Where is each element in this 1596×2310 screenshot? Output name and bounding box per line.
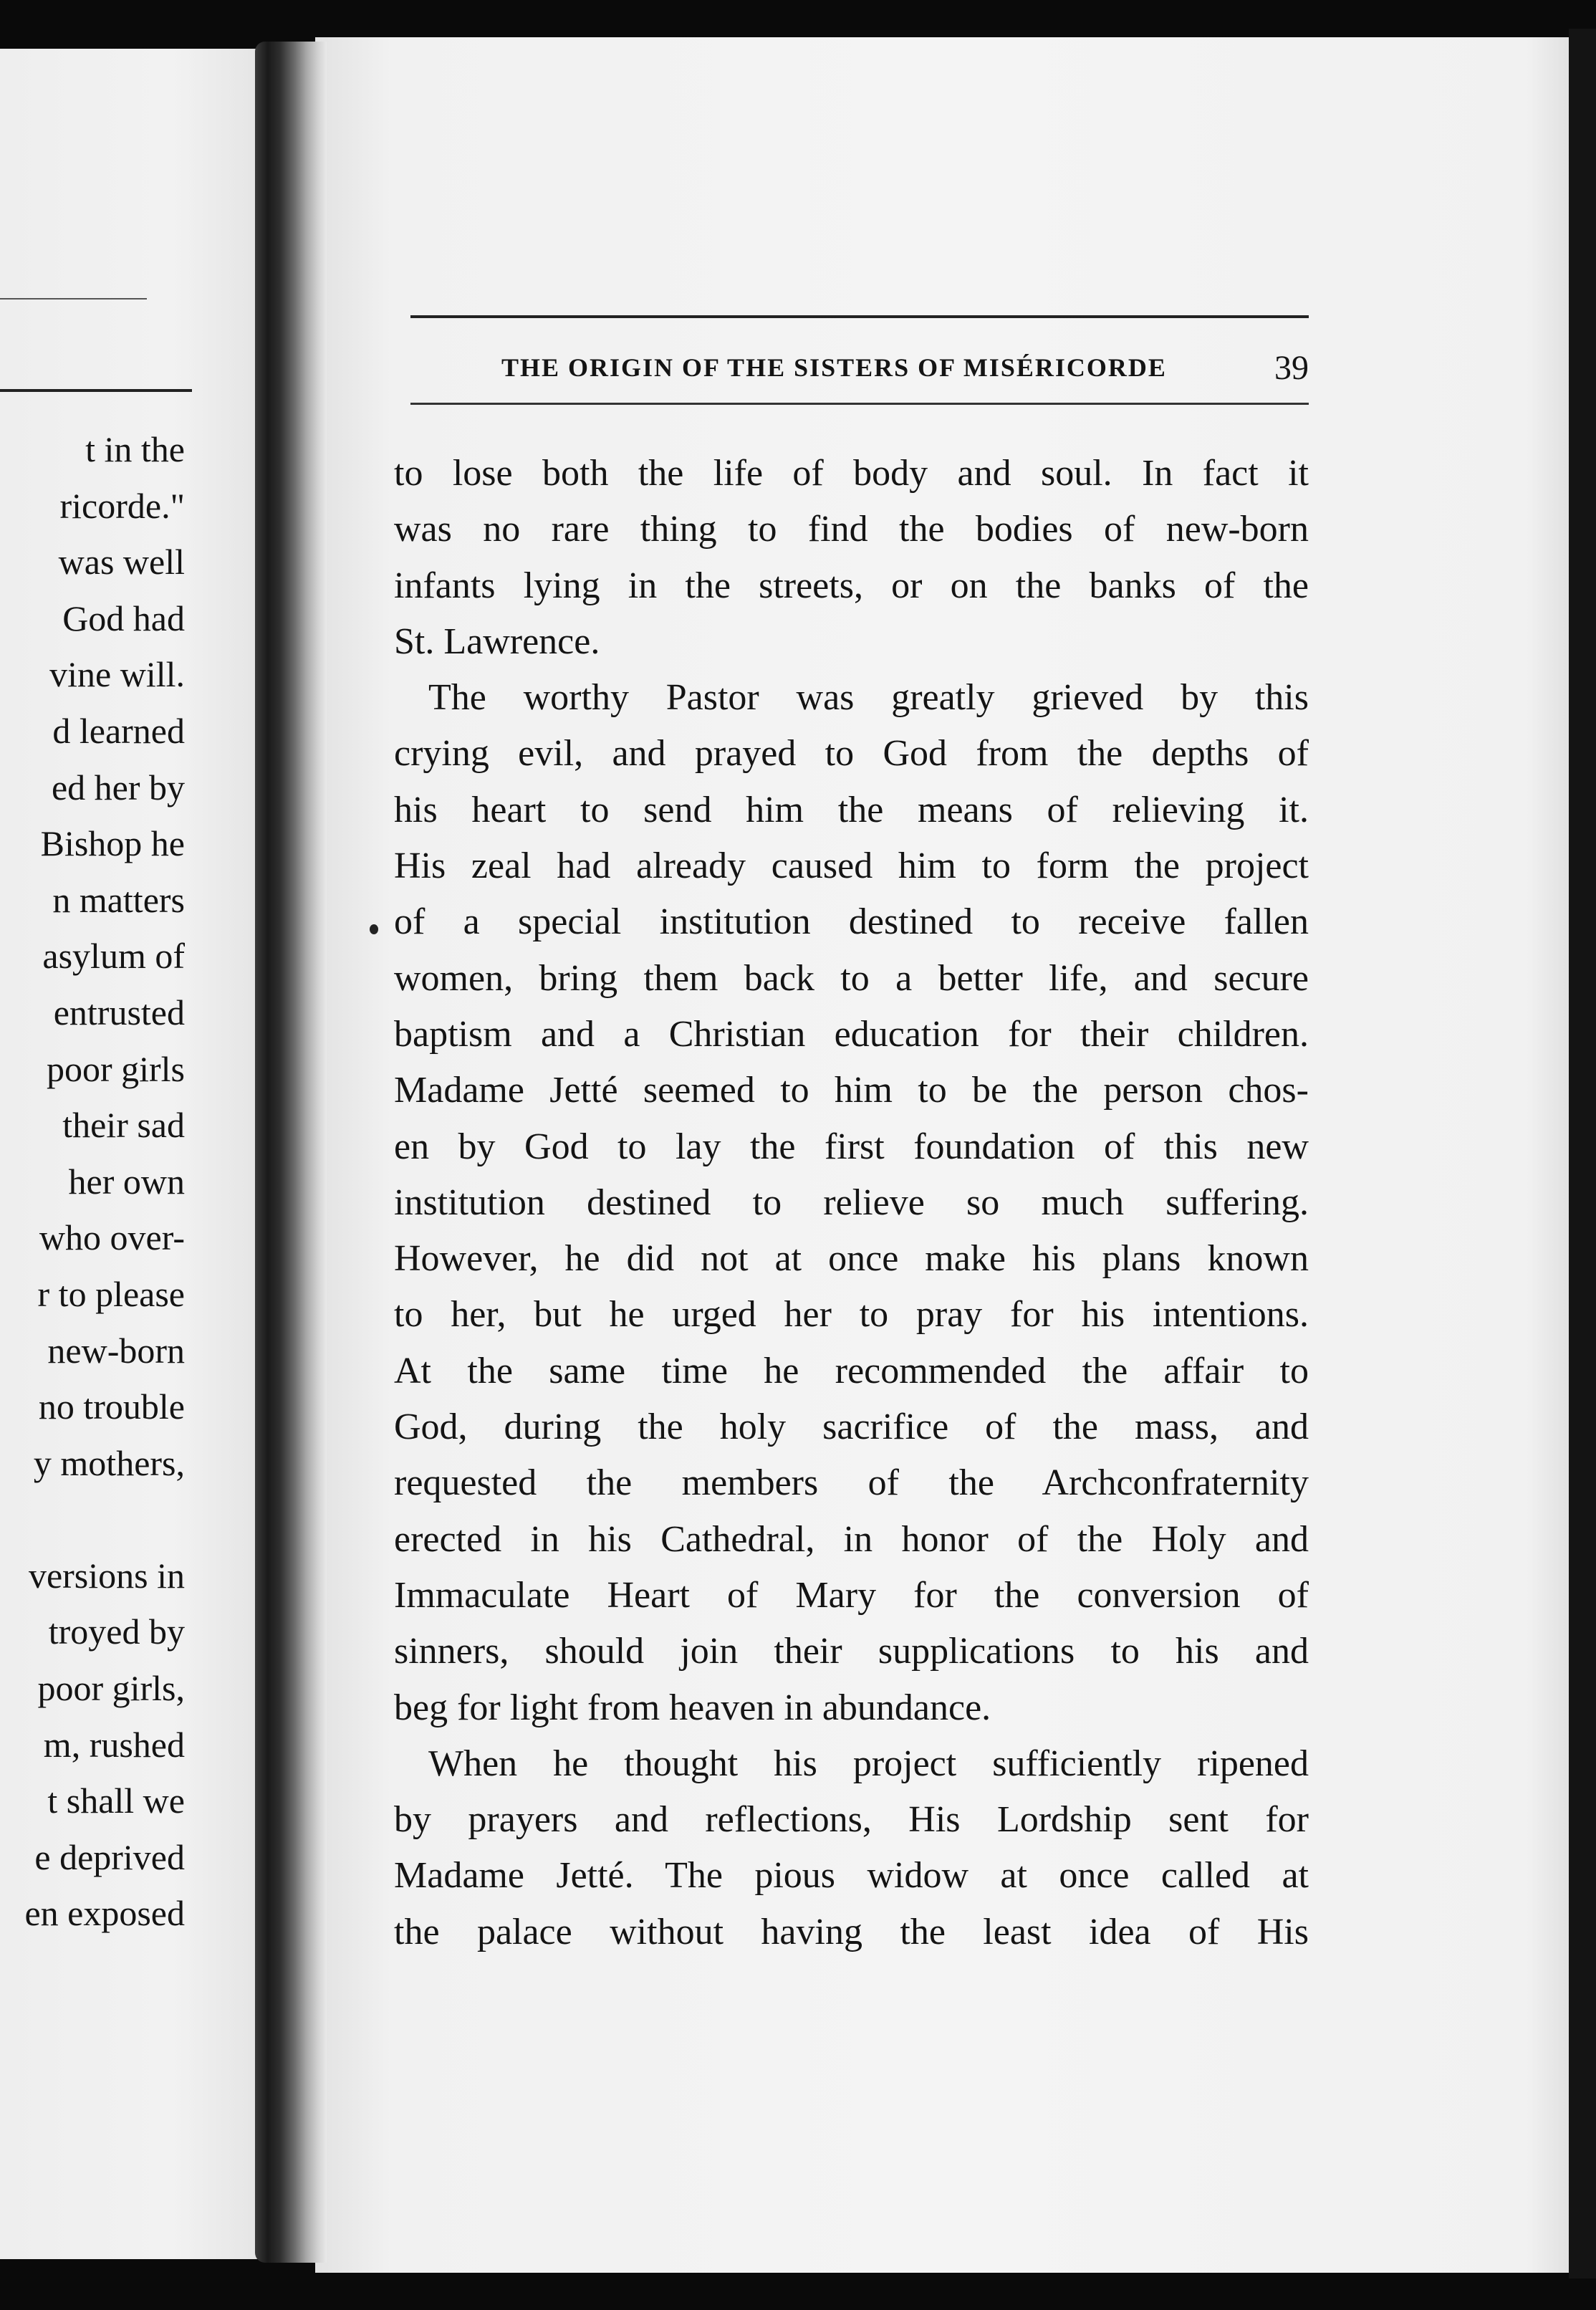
left-page-line: ed her by — [51, 767, 185, 807]
left-page-line: en exposed — [24, 1893, 185, 1934]
left-page-line: y mothers, — [33, 1442, 185, 1483]
left-page-line: who over- — [39, 1217, 185, 1258]
text-line: his heart to send him the means of relieving it. — [394, 789, 1309, 830]
text-line: to lose both the life of body and soul. In fact it — [394, 453, 1309, 494]
left-page-line: t in the — [85, 429, 185, 469]
book-gutter-binding — [255, 42, 327, 2263]
page-body-text — [394, 446, 1309, 1960]
text-line: women, bring them back to a better life, and secure — [394, 957, 1309, 999]
left-page-line: n matters — [52, 879, 185, 920]
scan-border-right — [1569, 29, 1596, 2278]
left-page-line: r to please — [37, 1273, 185, 1314]
text-line: His zeal had already caused him to form the project — [394, 845, 1309, 887]
text-line: Madame Jetté. The pious widow at once called at — [394, 1855, 1309, 1897]
text-line: Immaculate Heart of Mary for the conversion of — [394, 1574, 1309, 1616]
text-line: St. Lawrence. — [394, 620, 600, 662]
left-page-text — [0, 421, 185, 1942]
left-page-line: troyed by — [48, 1611, 185, 1652]
left-page-line: entrusted — [53, 992, 185, 1032]
left-page-line: t shall we — [47, 1781, 185, 1821]
left-page-line: new-born — [47, 1330, 185, 1371]
left-page-line: vine will. — [49, 654, 185, 695]
ink-speck — [370, 924, 378, 934]
text-line: of a special institution destined to receive fallen — [394, 901, 1309, 943]
text-line: requested the members of the Archconfraternity — [394, 1462, 1309, 1504]
text-line: However, he did not at once make his plans known — [394, 1238, 1309, 1280]
running-head-rule-top — [410, 315, 1309, 318]
page-number: 39 — [1274, 348, 1309, 387]
left-page-line — [0, 1491, 185, 1548]
left-page-line: her own — [68, 1161, 185, 1202]
text-line: was no rare thing to find the bodies of new-born — [394, 509, 1309, 550]
left-page-rule-thick — [0, 389, 192, 392]
text-line: erected in his Cathedral, in honor of the Holy and — [394, 1518, 1309, 1560]
text-line: sinners, should join their supplications to his and — [394, 1631, 1309, 1672]
text-line: crying evil, and prayed to God from the depths of — [394, 733, 1309, 775]
running-head-rule-bottom — [410, 403, 1309, 405]
left-page-line: Bishop he — [40, 823, 185, 864]
left-page-line: asylum of — [42, 936, 185, 977]
left-page-line: d learned — [52, 710, 185, 751]
text-line: infants lying in the streets, or on the banks of the — [394, 565, 1309, 606]
left-facing-page — [0, 49, 287, 2259]
text-line: institution destined to relieve so much suffering. — [394, 1182, 1309, 1223]
left-page-line: ricorde." — [59, 485, 185, 526]
text-line: The worthy Pastor was greatly grieved by this — [428, 677, 1309, 719]
left-page-line: e deprived — [34, 1836, 185, 1877]
text-line: At the same time he recommended the affair to — [394, 1350, 1309, 1391]
text-line: baptism and a Christian education for their children. — [394, 1013, 1309, 1055]
text-line: en by God to lay the first foundation of this new — [394, 1126, 1309, 1167]
left-page-line: their sad — [62, 1105, 185, 1146]
text-line: Madame Jetté seemed to him to be the person chos- — [394, 1070, 1309, 1111]
left-page-line: poor girls — [46, 1048, 185, 1089]
text-line: the palace without having the least idea of His — [394, 1911, 1309, 1952]
text-line: beg for light from heaven in abundance. — [394, 1687, 991, 1728]
left-page-line: was well — [58, 542, 185, 583]
text-line: When he thought his project sufficiently ripened — [428, 1743, 1309, 1784]
left-page-line: versions in — [28, 1555, 185, 1596]
left-page-line: no trouble — [38, 1386, 185, 1427]
left-page-rule-thin — [0, 298, 147, 299]
left-page-line: m, rushed — [43, 1724, 185, 1765]
text-line: by prayers and reflections, His Lordship sent for — [394, 1799, 1309, 1841]
left-page-line: poor girls, — [37, 1668, 185, 1709]
text-line: to her, but he urged her to pray for his intentions. — [394, 1294, 1309, 1336]
running-title: THE ORIGIN OF THE SISTERS OF MISÉRICORDE — [501, 353, 1167, 382]
left-page-line: God had — [62, 598, 185, 638]
running-head — [501, 342, 1309, 393]
text-line: God, during the holy sacrifice of the mass, and — [394, 1406, 1309, 1448]
